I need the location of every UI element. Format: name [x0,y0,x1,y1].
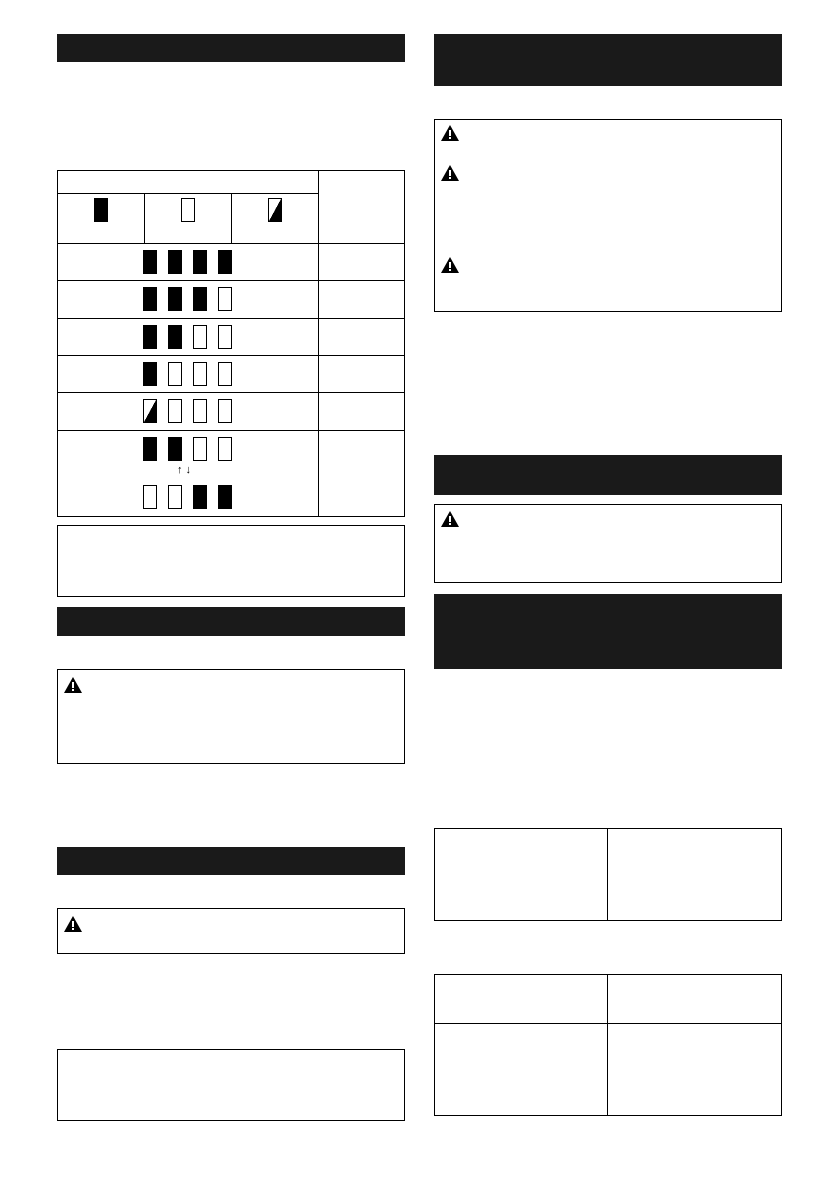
warning-triangle-icon [441,125,459,141]
lamp [193,437,207,461]
table-rule [607,828,608,921]
spec-table-1 [434,828,782,921]
lamp [143,287,157,311]
note-box-2 [57,1049,405,1121]
table-rule [57,392,405,393]
lamp [218,287,232,311]
lamp [168,437,182,461]
legend-off-lamp [181,198,195,222]
section-header-bar-4 [434,34,782,86]
lamp [143,362,157,386]
lamp [168,399,182,423]
lamp [168,250,182,274]
warning-box-1 [434,119,782,312]
section-header-bar-1 [57,34,405,62]
lamp [193,287,207,311]
lamp [218,250,232,274]
lamp [168,485,182,509]
lamp [168,287,182,311]
legend-lit-lamp [94,198,108,222]
lamp [168,362,182,386]
table-rule [231,193,232,244]
table-rule [57,318,405,319]
warning-triangle-icon [441,257,459,273]
section-header-bar-6 [434,594,782,669]
lamp [143,485,157,509]
table-rule [57,243,405,244]
section-header-bar-5 [434,455,782,495]
lamp [193,362,207,386]
lamp [143,437,157,461]
lamp [143,325,157,349]
lamp [193,485,207,509]
caution-box-1 [57,669,405,764]
lamp [218,325,232,349]
legend-blinking-lamp [268,198,282,222]
lamp [193,250,207,274]
table-rule [57,280,405,281]
lamp [168,325,182,349]
table-rule [607,974,608,1116]
table-rule [57,193,318,194]
note-box [57,525,405,597]
caution-box-2 [57,908,405,954]
warning-triangle-icon [441,165,459,181]
warning-triangle-icon [64,677,82,693]
lamp [143,250,157,274]
caution-box-3 [434,504,782,583]
lamp [218,437,232,461]
lamp [143,399,157,423]
table-rule [144,193,145,244]
table-rule [318,170,319,517]
table-rule [434,1023,782,1024]
table-rule [57,355,405,356]
lamp [218,399,232,423]
section-header-bar-2 [57,607,405,636]
warning-triangle-icon [64,916,82,932]
lamp [193,399,207,423]
section-header-bar-3 [57,847,405,875]
warning-triangle-icon [441,511,459,527]
lamp [218,485,232,509]
table-rule [57,430,405,431]
alternating-arrows: ↑ ↓ [177,464,192,476]
lamp [193,325,207,349]
spec-table-2 [434,974,782,1116]
lamp [218,362,232,386]
